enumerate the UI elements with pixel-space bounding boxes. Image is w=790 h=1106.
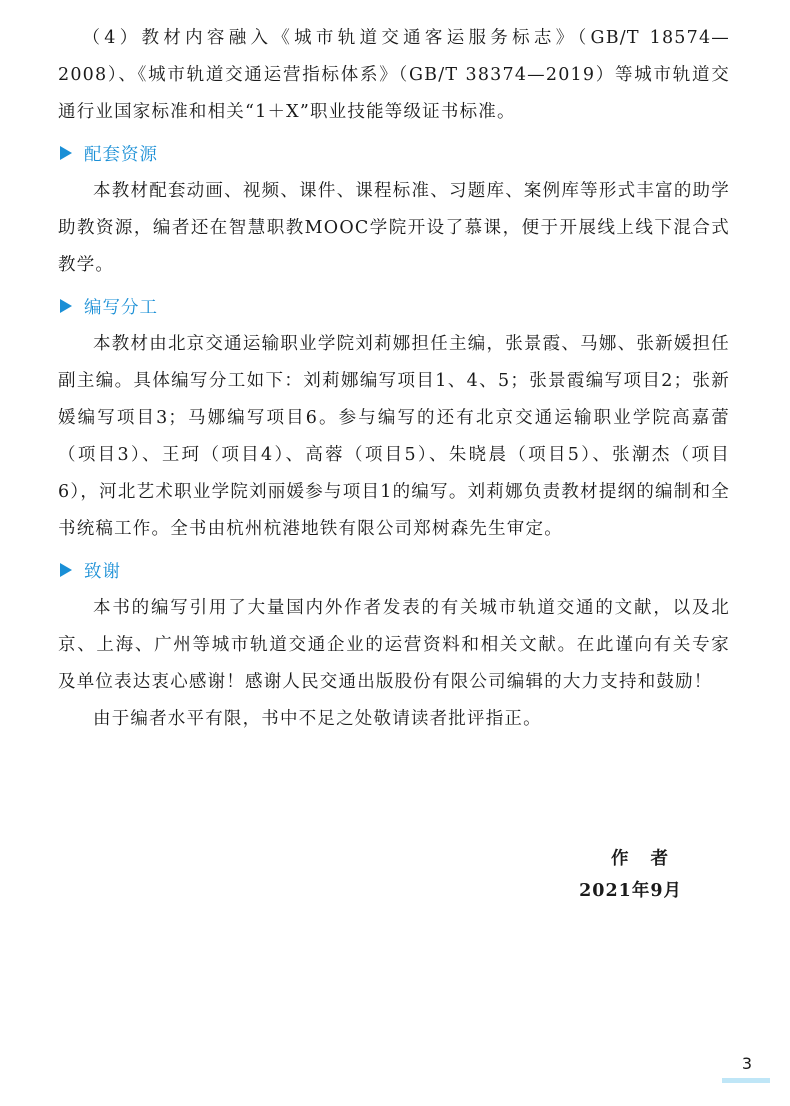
intro-paragraph: （4）教材内容融入《城市轨道交通客运服务标志》（GB/T 18574—2008）、《城市轨道交通运营指标体系》（GB/T 38374—2019）等城市轨道交通行业国家标准和相关“1＋X”职业技能等级证书标准。 <box>58 28 730 122</box>
arrow-right-icon <box>60 299 72 313</box>
page-number-bar <box>722 1078 770 1083</box>
section-heading-authorship <box>58 286 730 326</box>
acknowledgements-closing-paragraph: 由于编者水平有限，书中不足之处敬请读者批评指正。 <box>93 709 542 729</box>
signature-date: 2021年9月 <box>579 881 682 901</box>
page-number: 3 <box>741 1054 752 1073</box>
resources-paragraph: 本教材配套动画、视频、课件、课程标准、习题库、案例库等形式丰富的助学助教资源，编者还在智慧职教MOOC学院开设了慕课，便于开展线上线下混合式教学。 <box>58 181 730 275</box>
section-heading-acknowledgements <box>58 550 730 590</box>
signature-block <box>579 843 690 907</box>
arrow-right-icon <box>60 146 72 160</box>
authorship-paragraph: 本教材由北京交通运输职业学院刘莉娜担任主编，张景霞、马娜、张新媛担任副主编。具体编写分工如下：刘莉娜编写项目1、4、5；张景霞编写项目2；张新媛编写项目3；马娜编写项目6。参与编写的还有北京交通运输职业学院高嘉蕾（项目3）、王珂（项目4）、高蓉（项目5）、朱晓晨（项目5）、张潮杰（项目6），河北艺术职业学院刘丽媛参与项目1的编写。刘莉娜负责教材提纲的编制和全书统稿工作。全书由杭州杭港地铁有限公司郑树森先生审定。 <box>58 334 730 539</box>
section-title: 编写分工 <box>84 297 158 318</box>
arrow-right-icon <box>60 563 72 577</box>
section-heading-resources <box>58 133 730 173</box>
section-title: 配套资源 <box>84 144 158 165</box>
document-page <box>58 20 730 738</box>
acknowledgements-paragraph: 本书的编写引用了大量国内外作者发表的有关城市轨道交通的文献，以及北京、上海、广州等城市轨道交通企业的运营资料和相关文献。在此谨向有关专家及单位表达衷心感谢！感谢人民交通出版股份有限公司编辑的大力支持和鼓励！ <box>58 598 730 692</box>
section-title: 致谢 <box>84 561 121 582</box>
signature-author: 作者 <box>611 849 690 869</box>
